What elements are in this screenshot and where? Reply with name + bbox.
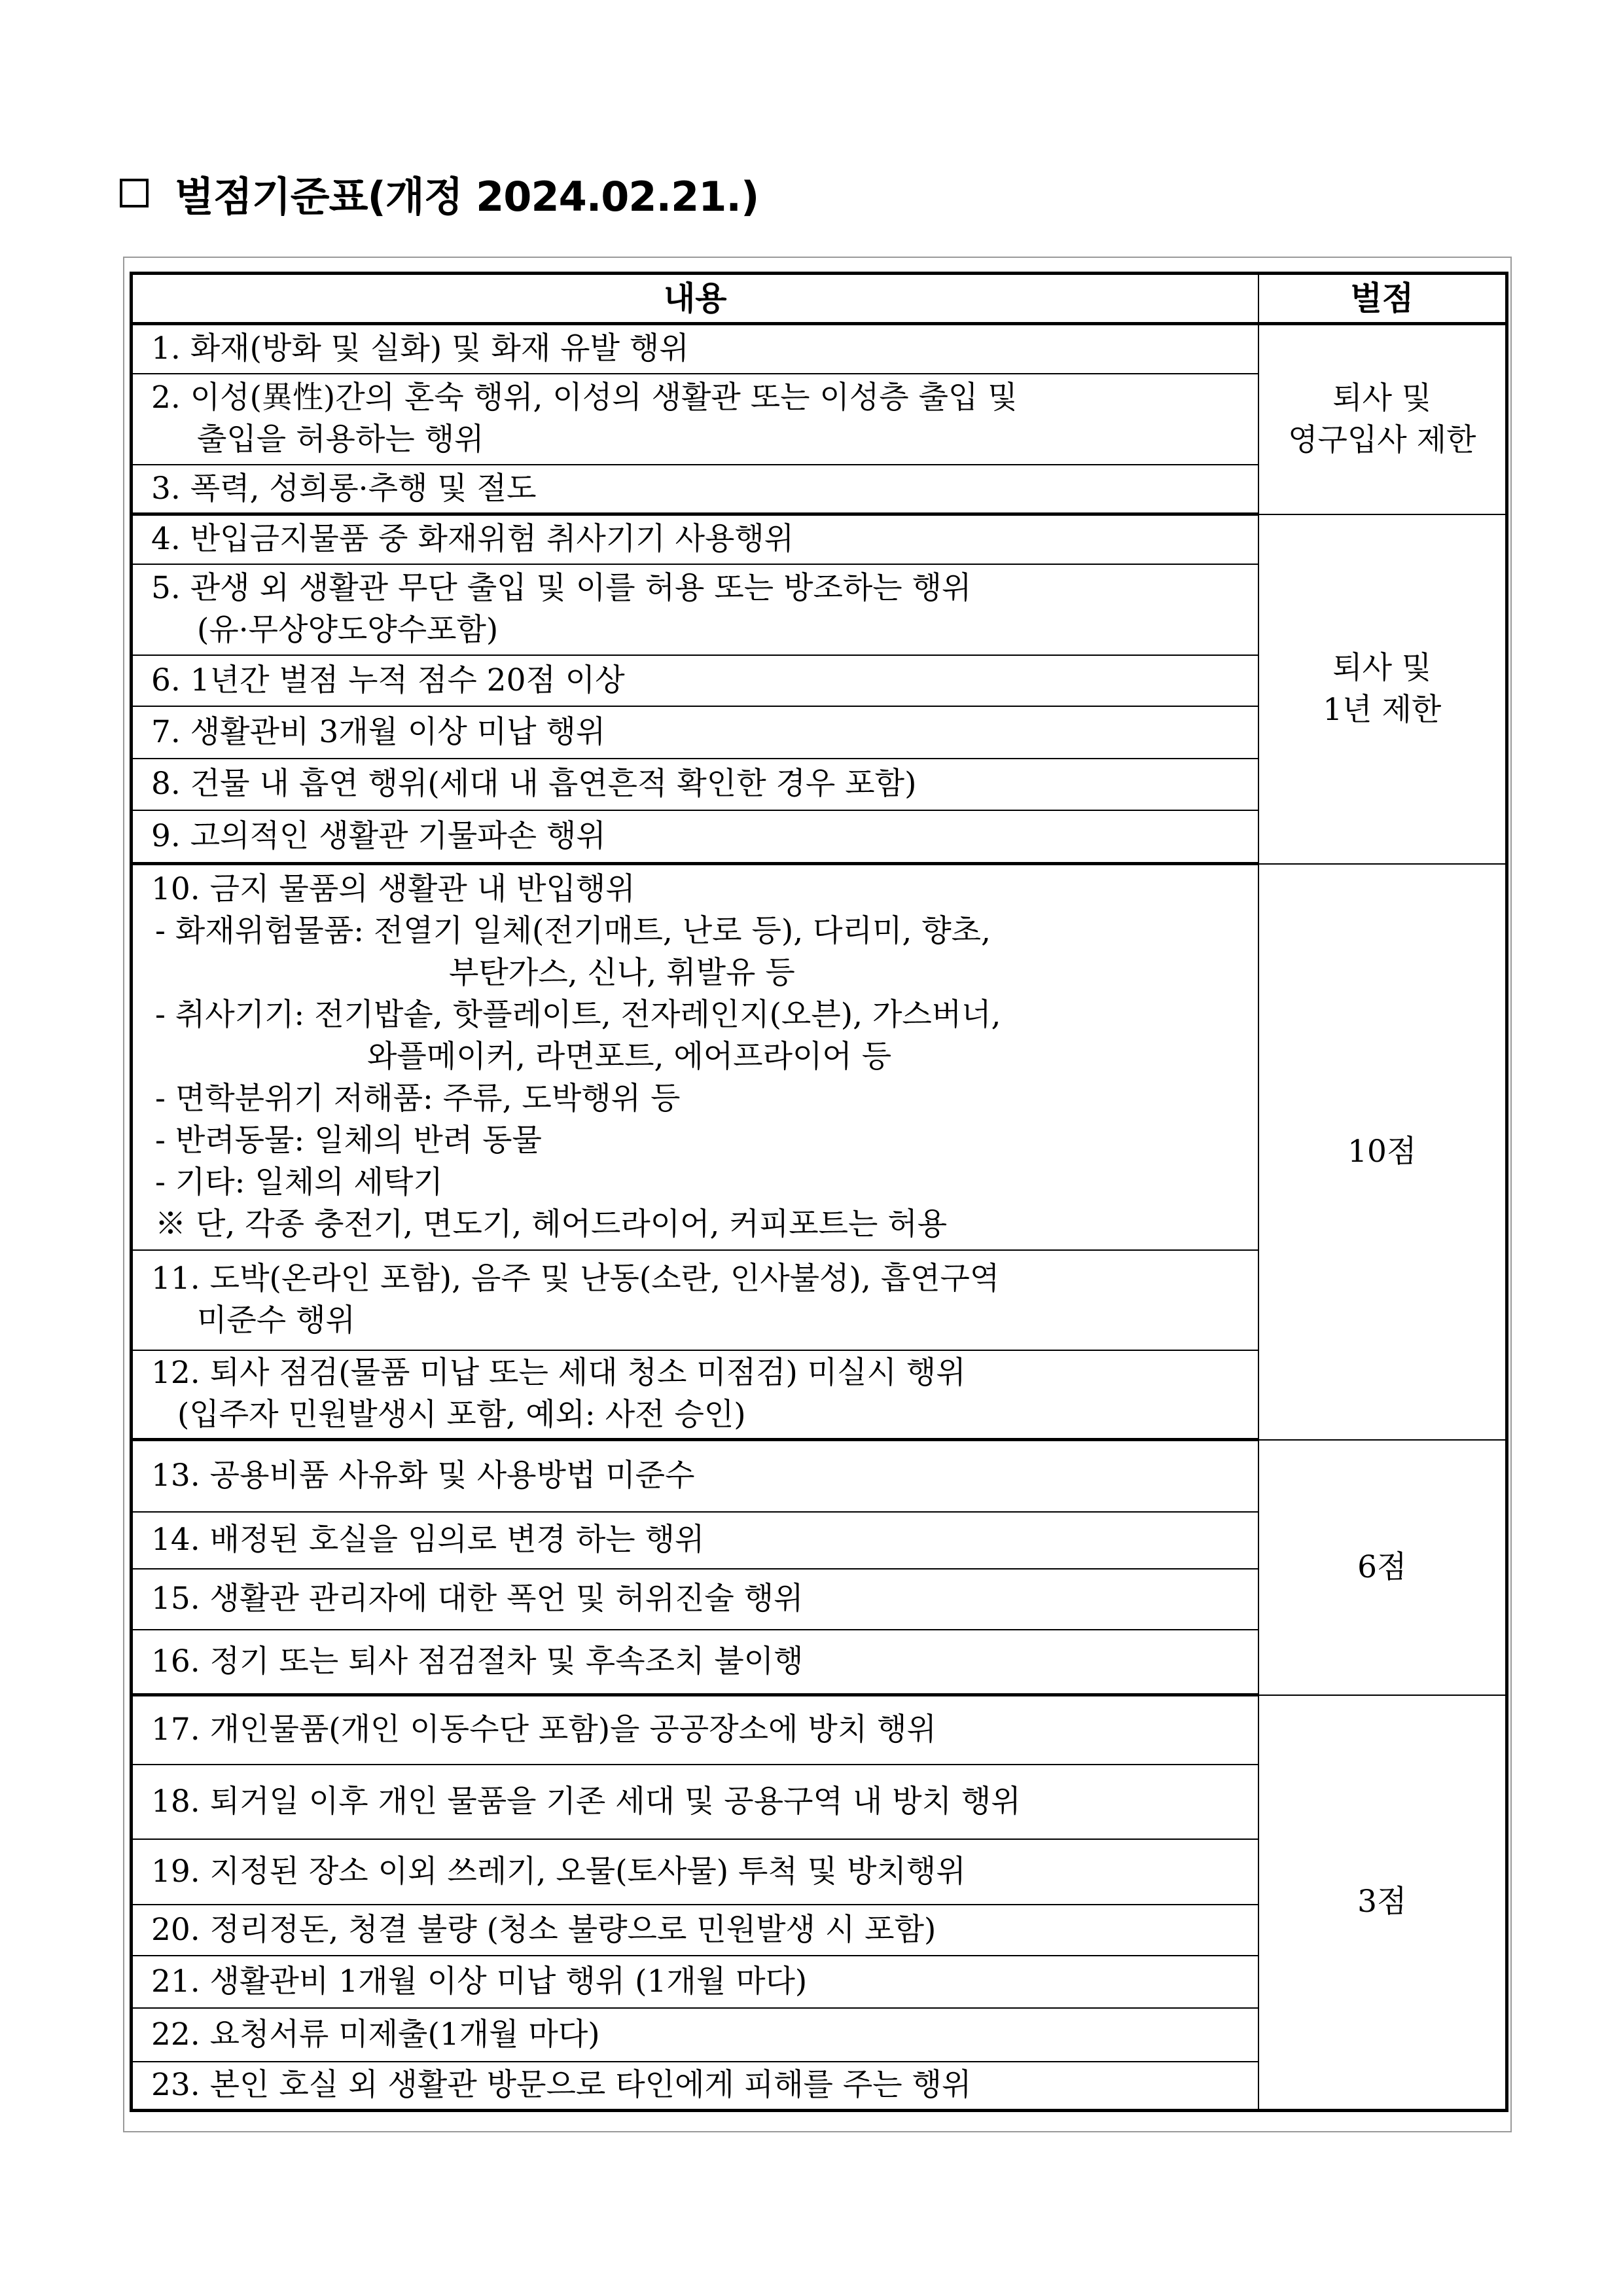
points-group-4	[1258, 1440, 1507, 1695]
item-10-line-5: 와플메이커, 라면포트, 에어프라이어 등	[367, 1039, 892, 1075]
item-10-line-7: - 반려동물: 일체의 반려 동물	[155, 1122, 542, 1159]
item-11	[132, 1250, 1258, 1350]
table-row	[132, 1695, 1507, 1765]
table-row	[132, 324, 1507, 374]
item-23	[132, 2062, 1258, 2111]
item-19	[132, 1839, 1258, 1905]
item-16-line-1: 16. 정기 또는 퇴사 점검절차 및 후속조치 불이행	[151, 1643, 804, 1679]
item-22	[132, 2008, 1258, 2062]
item-10-line-9: ※ 단, 각종 충전기, 면도기, 헤어드라이어, 커피포트는 허용	[155, 1206, 948, 1243]
item-12-line-1: 12. 퇴사 점검(물품 미납 또는 세대 청소 미점검) 미실시 행위	[151, 1355, 966, 1391]
item-6-line-1: 6. 1년간 벌점 누적 점수 20점 이상	[151, 662, 625, 698]
item-12-line-2: (입주자 민원발생시 포함, 예외: 사전 승인)	[177, 1397, 746, 1433]
item-4-line-1: 4. 반입금지물품 중 화재위험 취사기기 사용행위	[151, 521, 794, 558]
item-6	[132, 655, 1258, 706]
item-10-line-2: - 화재위험물품: 전열기 일체(전기매트, 난로 등), 다리미, 향초,	[155, 913, 991, 950]
item-2-line-2: 출입을 허용하는 행위	[197, 422, 484, 457]
points-group-2-line-1: 퇴사 및	[1332, 649, 1432, 686]
points-group-2-line-2: 1년 제한	[1323, 691, 1442, 728]
item-14-line-1: 14. 배정된 호실을 임의로 변경 하는 행위	[151, 1522, 705, 1558]
table-row	[132, 1440, 1507, 1512]
item-13	[132, 1440, 1258, 1512]
table-row	[132, 864, 1507, 1250]
item-18	[132, 1765, 1258, 1839]
points-group-2	[1258, 514, 1507, 864]
points-group-5-line-1: 3점	[1357, 1884, 1407, 1920]
item-20	[132, 1905, 1258, 1956]
item-7	[132, 706, 1258, 759]
points-group-4-line-1: 6점	[1357, 1549, 1407, 1585]
item-2-line-1: 2. 이성(異性)간의 혼숙 행위, 이성의 생활관 또는 이성층 출입 및	[151, 380, 1018, 416]
item-3-line-1: 3. 폭력, 성희롱·추행 및 절도	[151, 470, 537, 507]
item-16	[132, 1630, 1258, 1695]
item-9-line-1: 9. 고의적인 생활관 기물파손 행위	[151, 817, 606, 854]
points-group-1	[1258, 324, 1507, 514]
item-20-line-1: 20. 정리정돈, 청결 불량 (청소 불량으로 민원발생 시 포함)	[151, 1911, 936, 1948]
item-18-line-1: 18. 퇴거일 이후 개인 물품을 기존 세대 및 공용구역 내 방치 행위	[151, 1783, 1021, 1820]
item-10-line-1: 10. 금지 물품의 생활관 내 반입행위	[151, 871, 635, 908]
item-8-line-1: 8. 건물 내 흡연 행위(세대 내 흡연흔적 확인한 경우 포함)	[151, 766, 917, 802]
page-title-text: 벌점기준표(개정 2024.02.21.)	[175, 172, 759, 221]
item-10-line-6: - 면학분위기 저해품: 주류, 도박행위 등	[155, 1081, 681, 1117]
item-10-line-8: - 기타: 일체의 세탁기	[155, 1164, 443, 1201]
page-title	[120, 164, 758, 223]
penalty-table	[130, 272, 1508, 2112]
header-points: 벌점	[1258, 274, 1507, 324]
item-8	[132, 759, 1258, 810]
points-group-3-line-1: 10점	[1347, 1133, 1417, 1170]
points-group-1-line-2: 영구입사 제한	[1288, 422, 1476, 458]
header-content: 내용	[132, 274, 1258, 324]
item-12	[132, 1350, 1258, 1440]
item-5	[132, 564, 1258, 655]
points-group-3	[1258, 864, 1507, 1440]
points-group-5	[1258, 1695, 1507, 2111]
item-3	[132, 465, 1258, 514]
item-7-line-1: 7. 생활관비 3개월 이상 미납 행위	[151, 713, 606, 750]
table-row	[132, 514, 1507, 564]
table-header-row	[132, 274, 1507, 324]
item-17-line-1: 17. 개인물품(개인 이동수단 포함)을 공공장소에 방치 행위	[151, 1712, 936, 1748]
points-group-1-line-1: 퇴사 및	[1332, 380, 1432, 416]
item-21	[132, 1956, 1258, 2008]
item-13-line-1: 13. 공용비품 사유화 및 사용방법 미준수	[151, 1458, 695, 1494]
item-23-line-1: 23. 본인 호실 외 생활관 방문으로 타인에게 피해를 주는 행위	[151, 2067, 972, 2104]
item-10-line-4: - 취사기기: 전기밥솥, 핫플레이트, 전자레인지(오븐), 가스버너,	[155, 997, 1001, 1033]
item-5-line-1: 5. 관생 외 생활관 무단 출입 및 이를 허용 또는 방조하는 행위	[151, 570, 972, 606]
item-15	[132, 1569, 1258, 1630]
item-10	[132, 864, 1258, 1250]
item-17	[132, 1695, 1258, 1765]
item-5-line-2: (유·무상양도양수포함)	[197, 612, 499, 648]
item-22-line-1: 22. 요청서류 미제출(1개월 마다)	[151, 2016, 600, 2053]
item-9	[132, 810, 1258, 864]
item-11-line-2: 미준수 행위	[197, 1302, 355, 1338]
checkbox-square-icon	[120, 179, 149, 207]
item-4	[132, 514, 1258, 564]
item-11-line-1: 11. 도박(온라인 포함), 음주 및 난동(소란, 인사불성), 흡연구역	[151, 1261, 1000, 1297]
item-14	[132, 1512, 1258, 1569]
item-2	[132, 374, 1258, 465]
item-1-line-1: 1. 화재(방화 및 실화) 및 화재 유발 행위	[151, 331, 689, 367]
item-15-line-1: 15. 생활관 관리자에 대한 폭언 및 허위진술 행위	[151, 1581, 804, 1617]
item-21-line-1: 21. 생활관비 1개월 이상 미납 행위 (1개월 마다)	[151, 1963, 808, 2000]
item-1	[132, 324, 1258, 374]
item-19-line-1: 19. 지정된 장소 이외 쓰레기, 오물(토사물) 투척 및 방치행위	[151, 1853, 966, 1890]
item-10-line-3: 부탄가스, 신나, 휘발유 등	[449, 955, 795, 992]
